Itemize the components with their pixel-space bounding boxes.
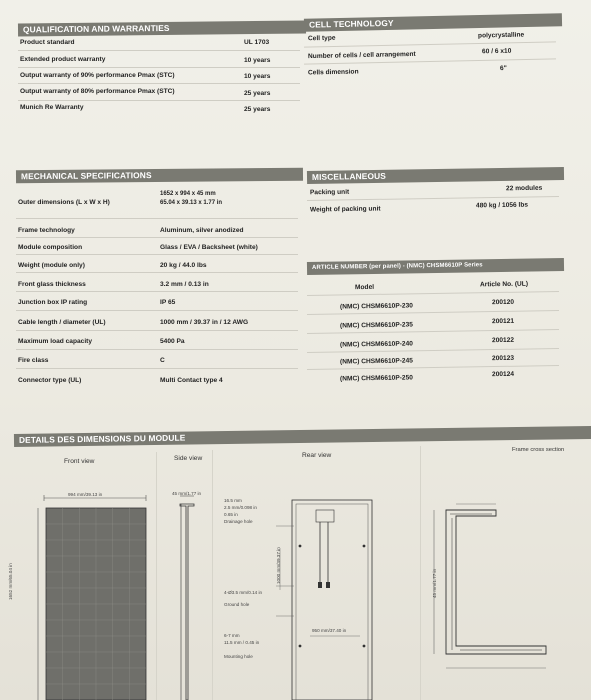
rear-note: 16.5 mm [224,498,242,503]
article-header: ARTICLE NUMBER (per panel) - (NMC) CHSM6610P Series [307,258,564,275]
cell-value: 6" [499,64,507,73]
mech-label: Connector type (UL) [18,377,82,384]
qual-label: Extended product warranty [20,56,106,63]
mech-label: Cable length / diameter (UL) [18,319,106,326]
article-number: 200120 [491,298,515,307]
ground-hole-label: Ground hole [224,602,250,607]
mech-value: C [160,357,165,364]
side-view-drawing [160,486,210,700]
cell-value: 60 / 6 x10 [481,47,512,56]
misc-header: MISCELLANEOUS [307,167,564,184]
side-dim: 45 mm/1.77 in [172,491,202,496]
mech-label: Front glass thickness [18,281,86,288]
cell-label: Cell type [307,34,336,43]
article-model: (NMC) CHSM6610P-245 [339,357,413,366]
drainage-hole-label: Drainage hole [224,519,253,524]
article-model: (NMC) CHSM6610P-250 [339,374,413,383]
rear-cable-dim: 1000 mm/39.37 in [276,547,281,584]
qual-value: 10 years [244,57,271,64]
mech-value: 20 kg / 44.0 lbs [160,262,207,269]
mech-label: Module composition [18,244,83,251]
mech-value: 5400 Pa [160,338,185,345]
qual-label: Output warranty of 90% performance Pmax (STC) [20,72,175,79]
misc-label: Weight of packing unit [309,205,381,214]
rear-note: 4-Ø3.5 mm/0.14 in [224,590,263,595]
article-number: 200122 [491,336,515,345]
cell-label: Cells dimension [307,68,359,77]
mounting-hole-label: Mounting hole [224,654,253,659]
qual-value: 25 years [244,90,271,97]
article-number: 200124 [491,370,515,379]
qual-label: Product standard [20,39,75,46]
qual-value: 10 years [244,73,271,80]
article-number: 200121 [491,317,515,326]
front-view-drawing [34,488,154,700]
rear-bottom-dim: 950 mm/37.40 in [312,628,347,633]
mech-label: Outer dimensions (L x W x H) [18,199,110,206]
article-col-model: Model [354,283,375,292]
mech-value: IP 65 [160,299,176,306]
misc-value: 480 kg / 1056 lbs [475,201,529,210]
cell-technology-header: CELL TECHNOLOGY [304,13,562,31]
details-header: DETAILS DES DIMENSIONS DU MODULE [14,426,591,447]
mech-value: Multi Contact type 4 [160,377,223,384]
front-view-label: Front view [64,458,95,465]
cell-label: Number of cells / cell arrangement [307,50,416,61]
mech-label: Weight (module only) [18,262,85,269]
frame-section-label: Frame cross section [512,447,565,453]
qual-value: 25 years [244,106,271,113]
section-dim: 45 mm/1.77 in [432,568,437,598]
mech-label: Junction box IP rating [18,299,88,306]
mech-value: Glass / EVA / Backsheet (white) [160,244,258,251]
front-width-dim: 994 mm/39.13 in [68,492,103,497]
mech-value: Aluminum, silver anodized [160,227,244,234]
article-model: (NMC) CHSM6610P-240 [339,340,413,349]
misc-label: Packing unit [309,188,350,197]
qual-value: UL 1703 [244,39,270,46]
mechanical-header: MECHANICAL SPECIFICATIONS [16,168,303,184]
article-model: (NMC) CHSM6610P-230 [339,302,413,311]
article-model: (NMC) CHSM6610P-235 [339,321,413,330]
mech-value: 65.04 x 39.13 x 1.77 in [160,200,223,206]
side-view-label: Side view [174,455,203,462]
mech-label: Maximum load capacity [18,338,93,345]
mech-value: 1000 mm / 39.37 in / 12 AWG [160,319,249,326]
mech-label: Fire class [18,357,49,364]
misc-value: 22 modules [505,184,543,193]
qual-label: Munich Re Warranty [20,104,84,111]
rear-note: 6-7 mm [224,633,240,638]
mech-value: 3.2 mm / 0.13 in [160,281,209,288]
cell-value: polycrystalline [477,31,525,40]
front-height-dim: 1652 mm/65.04 in [8,563,13,600]
divider [212,450,213,700]
article-col-number: Article No. (UL) [479,280,529,289]
rear-note: 0.65 in [224,512,238,517]
qual-label: Output warranty of 80% performance Pmax (STC) [20,88,175,95]
rear-view-label: Rear view [302,452,332,459]
rear-note: 2.5 mm/0.098 in [224,505,257,510]
mech-label: Frame technology [18,227,75,234]
rear-note: 11.5 mm / 0.45 in [224,640,260,645]
qualification-header: QUALIFICATION AND WARRANTIES [18,20,306,36]
mech-value: 1652 x 994 x 45 mm [160,191,216,197]
divider [420,446,421,700]
frame-section-drawing [426,496,576,696]
divider [156,452,157,700]
article-number: 200123 [491,354,515,363]
